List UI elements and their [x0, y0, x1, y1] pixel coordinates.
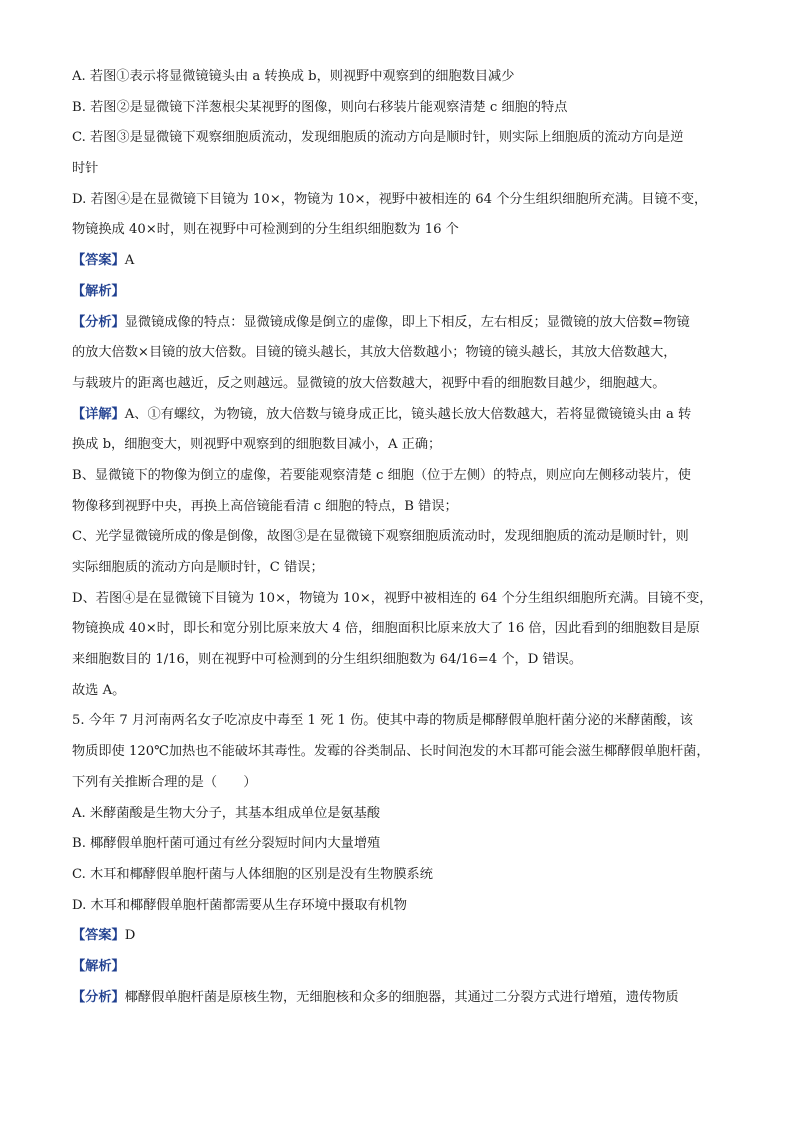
q4-detail-d-line1: D、若图④是在显微镜下目镜为 10×，物镜为 10×，视野中被相连的 64 个分生组织细胞所充满。目镜不变，: [72, 590, 713, 606]
q5-fenxi-line1: [72, 983, 724, 1014]
q4-analysis-heading: [72, 277, 724, 308]
q4-detail-c-line2: 实际细胞质的流动方向是顺时针，C 错误；: [72, 560, 324, 575]
q4-option-c-line2: 时针: [72, 161, 99, 177]
q5-option-b: B. 椰酵假单胞杆菌可通过有丝分裂短时间内大量增殖: [72, 836, 381, 852]
q4-detail-d-line3: 来细胞数目的 1/16，则在视野中可检测到的分生组织细胞数为 64/16=4 个，D 错误。: [72, 652, 583, 668]
fenxi-text: 显微镜成像的特点：显微镜成像是倒立的虚像，即上下相反，左右相反；显微镜的放大倍数=物镜: [124, 314, 690, 330]
analysis-tag: 【解析】: [72, 283, 125, 299]
q4-option-d-line2: 物镜换成 40×时，则在视野中可检测到的分生组织细胞数为 16 个: [72, 222, 459, 238]
fenxi-text: 椰酵假单胞杆菌是原核生物，无细胞核和众多的细胞器，其通过二分裂方式进行增殖，遗传物质: [124, 989, 679, 1005]
q4-fenxi-line3: 与载玻片的距离也越近，反之则越远。显微镜的放大倍数越大，视野中看的细胞数目越少，细胞越大。: [72, 375, 666, 391]
detail-tag: 【详解】: [72, 406, 125, 422]
q4-conclusion: 故选 A。: [72, 682, 126, 698]
answer-tag: 【答案】: [72, 253, 125, 269]
q4-detail-c-line1: C、光学显微镜所成的像是倒像，故图③是在显微镜下观察细胞质流动时，发现细胞质的流动是顺时针，则: [72, 529, 689, 545]
q4-option-b: B. 若图②是显微镜下洋葱根尖某视野的图像，则向右移装片能观察清楚 c 细胞的特点: [72, 99, 568, 115]
q4-detail-a-line1: [72, 400, 724, 431]
answer-tag: 【答案】: [72, 928, 125, 944]
q4-detail-d-line2: 物镜换成 40×时，即长和宽分别比原来放大 4 倍，细胞面积比原来放大了 16 倍，因此看到的细胞数目是原: [72, 621, 700, 637]
q4-option-d-line1: D. 若图④是在显微镜下目镜为 10×，物镜为 10×，视野中被相连的 64 个分生组织细胞所充满。目镜不变，: [72, 191, 708, 207]
q4-answer: [72, 246, 724, 277]
q4-detail-b-line1: B、显微镜下的物像为倒立的虚像，若要能观察清楚 c 细胞（位于左侧）的特点，则应向左侧移动装片，使: [72, 467, 691, 483]
document-page: [72, 62, 724, 1013]
q5-stem-line1: 5. 今年 7 月河南两名女子吃凉皮中毒至 1 死 1 伤。使其中毒的物质是椰酵假单胞杆菌分泌的米酵菌酸，该: [72, 713, 693, 729]
analysis-tag: 【解析】: [72, 958, 125, 974]
q4-fenxi-line2: 的放大倍数×目镜的放大倍数。目镜的镜头越长，其放大倍数越小；物镜的镜头越长，其放大倍数越大，: [72, 345, 677, 361]
q5-option-a: A. 米酵菌酸是生物大分子，其基本组成单位是氨基酸: [72, 805, 381, 821]
q4-option-c-line1: C. 若图③是显微镜下观察细胞质流动，发现细胞质的流动方向是顺时针，则实际上细胞质的流动方向是逆: [72, 130, 684, 146]
q5-analysis-heading: [72, 952, 724, 983]
fenxi-tag: 【分析】: [72, 314, 125, 330]
detail-text: A、①有螺纹，为物镜，放大倍数与镜身成正比，镜头越长放大倍数越大，若将显微镜镜头由 a 转: [124, 406, 692, 422]
fenxi-tag: 【分析】: [72, 989, 125, 1005]
q4-option-a: A. 若图①表示将显微镜镜头由 a 转换成 b，则视野中观察到的细胞数目减少: [72, 69, 515, 84]
q4-detail-b-line2: 物像移到视野中央，再换上高倍镜能看清 c 细胞的特点，B 错误；: [72, 498, 458, 514]
q4-detail-a-line2: 换成 b，细胞变大，则视野中观察到的细胞数目减小，A 正确；: [72, 437, 442, 453]
answer-value: A: [124, 253, 135, 269]
q5-answer: [72, 921, 724, 952]
q4-fenxi-line1: [72, 308, 724, 339]
answer-value: D: [124, 928, 136, 944]
q5-stem-line3: 下列有关推断合理的是（ ）: [72, 774, 257, 790]
q5-option-c: C. 木耳和椰酵假单胞杆菌与人体细胞的区别是没有生物膜系统: [72, 866, 433, 882]
q5-option-d: D. 木耳和椰酵假单胞杆菌都需要从生存环境中摄取有机物: [72, 897, 407, 913]
q5-stem-line2: 物质即使 120℃加热也不能破坏其毒性。发霉的谷类制品、长时间泡发的木耳都可能会滋生椰酵假单胞杆菌，: [72, 744, 710, 760]
